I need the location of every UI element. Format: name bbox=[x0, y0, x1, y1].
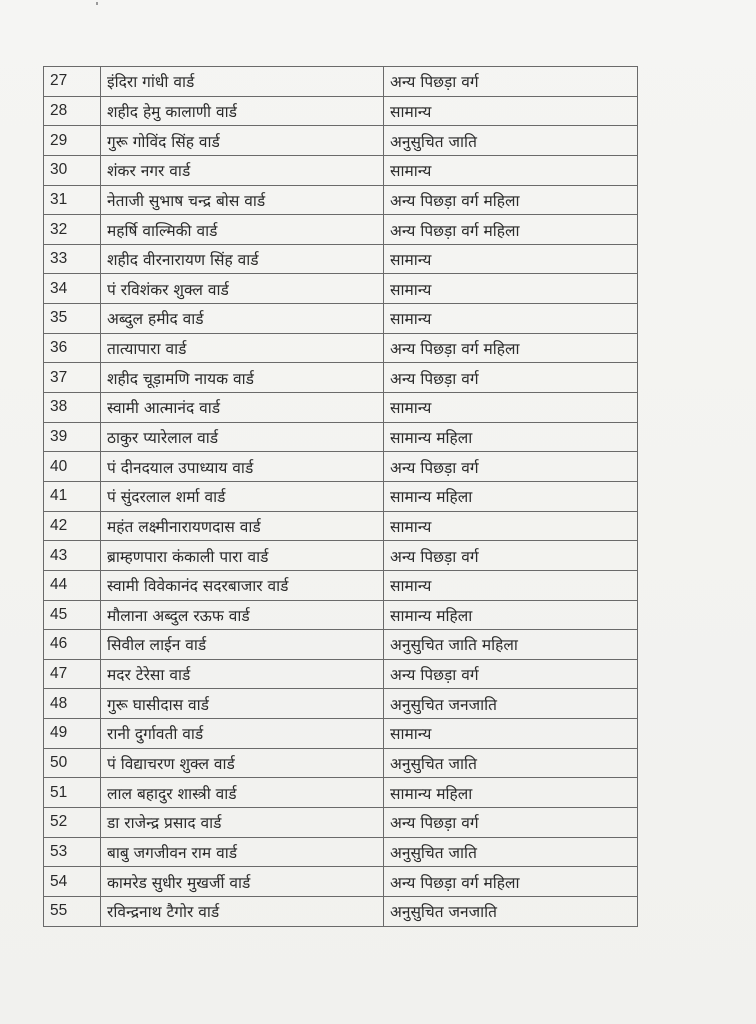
ward-number-cell: 51 bbox=[44, 778, 101, 808]
reservation-category-cell: अन्य पिछड़ा वर्ग महिला bbox=[384, 215, 638, 245]
ward-name-cell: कामरेड सुधीर मुखर्जी वार्ड bbox=[101, 867, 384, 897]
ward-number-cell: 46 bbox=[44, 630, 101, 660]
ward-number-cell: 48 bbox=[44, 689, 101, 719]
table-row bbox=[44, 481, 638, 511]
reservation-category-cell: अन्य पिछड़ा वर्ग bbox=[384, 541, 638, 571]
reservation-category-cell: अन्य पिछड़ा वर्ग bbox=[384, 67, 638, 97]
reservation-category-cell: सामान्य महिला bbox=[384, 778, 638, 808]
ward-name-cell: महंत लक्ष्मीनारायणदास वार्ड bbox=[101, 511, 384, 541]
ward-name-cell: तात्यापारा वार्ड bbox=[101, 333, 384, 363]
ward-number-cell: 32 bbox=[44, 215, 101, 245]
reservation-category-cell: अनुसुचित जाति bbox=[384, 748, 638, 778]
ward-name-cell: महर्षि वाल्मिकी वार्ड bbox=[101, 215, 384, 245]
reservation-category-cell: सामान्य महिला bbox=[384, 600, 638, 630]
reservation-category-cell: सामान्य bbox=[384, 274, 638, 304]
reservation-category-cell: अन्य पिछड़ा वर्ग bbox=[384, 808, 638, 838]
table-row bbox=[44, 600, 638, 630]
ward-number-cell: 47 bbox=[44, 659, 101, 689]
ward-name-cell: गुरू गोविंद सिंह वार्ड bbox=[101, 126, 384, 156]
table-row bbox=[44, 304, 638, 334]
ward-number-cell: 28 bbox=[44, 96, 101, 126]
ward-name-cell: रविन्द्रनाथ टैगोर वार्ड bbox=[101, 896, 384, 926]
table-row bbox=[44, 689, 638, 719]
table-body bbox=[44, 67, 638, 927]
ward-name-cell: डा राजेन्द्र प्रसाद वार्ड bbox=[101, 808, 384, 838]
ward-number-cell: 29 bbox=[44, 126, 101, 156]
table-row bbox=[44, 808, 638, 838]
table-row bbox=[44, 67, 638, 97]
ward-name-cell: शहीद वीरनारायण सिंह वार्ड bbox=[101, 244, 384, 274]
ward-name-cell: पं विद्याचरण शुक्ल वार्ड bbox=[101, 748, 384, 778]
reservation-category-cell: सामान्य bbox=[384, 96, 638, 126]
ward-name-cell: नेताजी सुभाष चन्द्र बोस वार्ड bbox=[101, 185, 384, 215]
reservation-category-cell: अनुसुचित जनजाति bbox=[384, 896, 638, 926]
reservation-category-cell: अनुसुचित जनजाति bbox=[384, 689, 638, 719]
ward-name-cell: मदर टेरेसा वार्ड bbox=[101, 659, 384, 689]
table-row bbox=[44, 274, 638, 304]
ward-number-cell: 55 bbox=[44, 896, 101, 926]
ward-number-cell: 40 bbox=[44, 452, 101, 482]
table-row bbox=[44, 630, 638, 660]
reservation-category-cell: अनुसुचित जाति bbox=[384, 837, 638, 867]
table-row bbox=[44, 541, 638, 571]
reservation-category-cell: अन्य पिछड़ा वर्ग महिला bbox=[384, 185, 638, 215]
ward-name-cell: स्वामी विवेकानंद सदरबाजार वार्ड bbox=[101, 570, 384, 600]
reservation-category-cell: अन्य पिछड़ा वर्ग bbox=[384, 452, 638, 482]
ward-number-cell: 27 bbox=[44, 67, 101, 97]
table-row bbox=[44, 570, 638, 600]
table-row bbox=[44, 837, 638, 867]
table-row bbox=[44, 244, 638, 274]
reservation-category-cell: अन्य पिछड़ा वर्ग महिला bbox=[384, 333, 638, 363]
table-row bbox=[44, 719, 638, 749]
ward-name-cell: शहीद चूड़ामणि नायक वार्ड bbox=[101, 363, 384, 393]
ward-name-cell: लाल बहादुर शास्त्री वार्ड bbox=[101, 778, 384, 808]
ward-name-cell: शंकर नगर वार्ड bbox=[101, 155, 384, 185]
table-row bbox=[44, 778, 638, 808]
ward-name-cell: पं सुंदरलाल शर्मा वार्ड bbox=[101, 481, 384, 511]
ward-number-cell: 54 bbox=[44, 867, 101, 897]
reservation-category-cell: सामान्य bbox=[384, 304, 638, 334]
ward-name-cell: अब्दुल हमीद वार्ड bbox=[101, 304, 384, 334]
reservation-category-cell: सामान्य bbox=[384, 511, 638, 541]
table-row bbox=[44, 393, 638, 423]
reservation-category-cell: सामान्य bbox=[384, 244, 638, 274]
reservation-category-cell: सामान्य bbox=[384, 155, 638, 185]
ward-number-cell: 37 bbox=[44, 363, 101, 393]
reservation-category-cell: अन्य पिछड़ा वर्ग bbox=[384, 363, 638, 393]
ward-number-cell: 41 bbox=[44, 481, 101, 511]
reservation-category-cell: सामान्य bbox=[384, 719, 638, 749]
ward-number-cell: 45 bbox=[44, 600, 101, 630]
reservation-category-cell: सामान्य bbox=[384, 570, 638, 600]
table-row bbox=[44, 333, 638, 363]
ward-number-cell: 50 bbox=[44, 748, 101, 778]
table-row bbox=[44, 452, 638, 482]
ward-name-cell: ब्राम्हणपारा कंकाली पारा वार्ड bbox=[101, 541, 384, 571]
reservation-category-cell: सामान्य महिला bbox=[384, 422, 638, 452]
reservation-category-cell: अन्य पिछड़ा वर्ग महिला bbox=[384, 867, 638, 897]
ward-number-cell: 43 bbox=[44, 541, 101, 571]
table-row bbox=[44, 867, 638, 897]
ward-name-cell: पं दीनदयाल उपाध्याय वार्ड bbox=[101, 452, 384, 482]
ward-number-cell: 44 bbox=[44, 570, 101, 600]
ward-number-cell: 35 bbox=[44, 304, 101, 334]
ward-number-cell: 38 bbox=[44, 393, 101, 423]
table-row bbox=[44, 185, 638, 215]
table-row bbox=[44, 896, 638, 926]
reservation-category-cell: सामान्य महिला bbox=[384, 481, 638, 511]
table-row bbox=[44, 659, 638, 689]
ward-number-cell: 49 bbox=[44, 719, 101, 749]
ward-name-cell: रानी दुर्गावती वार्ड bbox=[101, 719, 384, 749]
ward-name-cell: सिवील लाईन वार्ड bbox=[101, 630, 384, 660]
ward-number-cell: 33 bbox=[44, 244, 101, 274]
reservation-category-cell: सामान्य bbox=[384, 393, 638, 423]
table-row bbox=[44, 215, 638, 245]
ward-name-cell: इंदिरा गांधी वार्ड bbox=[101, 67, 384, 97]
ward-number-cell: 36 bbox=[44, 333, 101, 363]
reservation-category-cell: अनुसुचित जाति bbox=[384, 126, 638, 156]
ward-number-cell: 52 bbox=[44, 808, 101, 838]
ward-name-cell: गुरू घासीदास वार्ड bbox=[101, 689, 384, 719]
table-row bbox=[44, 96, 638, 126]
ward-number-cell: 31 bbox=[44, 185, 101, 215]
table-row bbox=[44, 126, 638, 156]
ward-name-cell: ठाकुर प्यारेलाल वार्ड bbox=[101, 422, 384, 452]
table-row bbox=[44, 363, 638, 393]
ward-name-cell: स्वामी आत्मानंद वार्ड bbox=[101, 393, 384, 423]
ward-name-cell: मौलाना अब्दुल रऊफ वार्ड bbox=[101, 600, 384, 630]
scan-mark bbox=[96, 2, 98, 5]
ward-name-cell: शहीद हेमु कालाणी वार्ड bbox=[101, 96, 384, 126]
table-row bbox=[44, 748, 638, 778]
ward-number-cell: 42 bbox=[44, 511, 101, 541]
table-row bbox=[44, 422, 638, 452]
table-row bbox=[44, 511, 638, 541]
reservation-category-cell: अन्य पिछड़ा वर्ग bbox=[384, 659, 638, 689]
ward-number-cell: 39 bbox=[44, 422, 101, 452]
ward-name-cell: बाबु जगजीवन राम वार्ड bbox=[101, 837, 384, 867]
ward-number-cell: 34 bbox=[44, 274, 101, 304]
table-row bbox=[44, 155, 638, 185]
ward-number-cell: 53 bbox=[44, 837, 101, 867]
ward-number-cell: 30 bbox=[44, 155, 101, 185]
ward-name-cell: पं रविशंकर शुक्ल वार्ड bbox=[101, 274, 384, 304]
reservation-category-cell: अनुसुचित जाति महिला bbox=[384, 630, 638, 660]
ward-reservation-table bbox=[43, 66, 638, 927]
